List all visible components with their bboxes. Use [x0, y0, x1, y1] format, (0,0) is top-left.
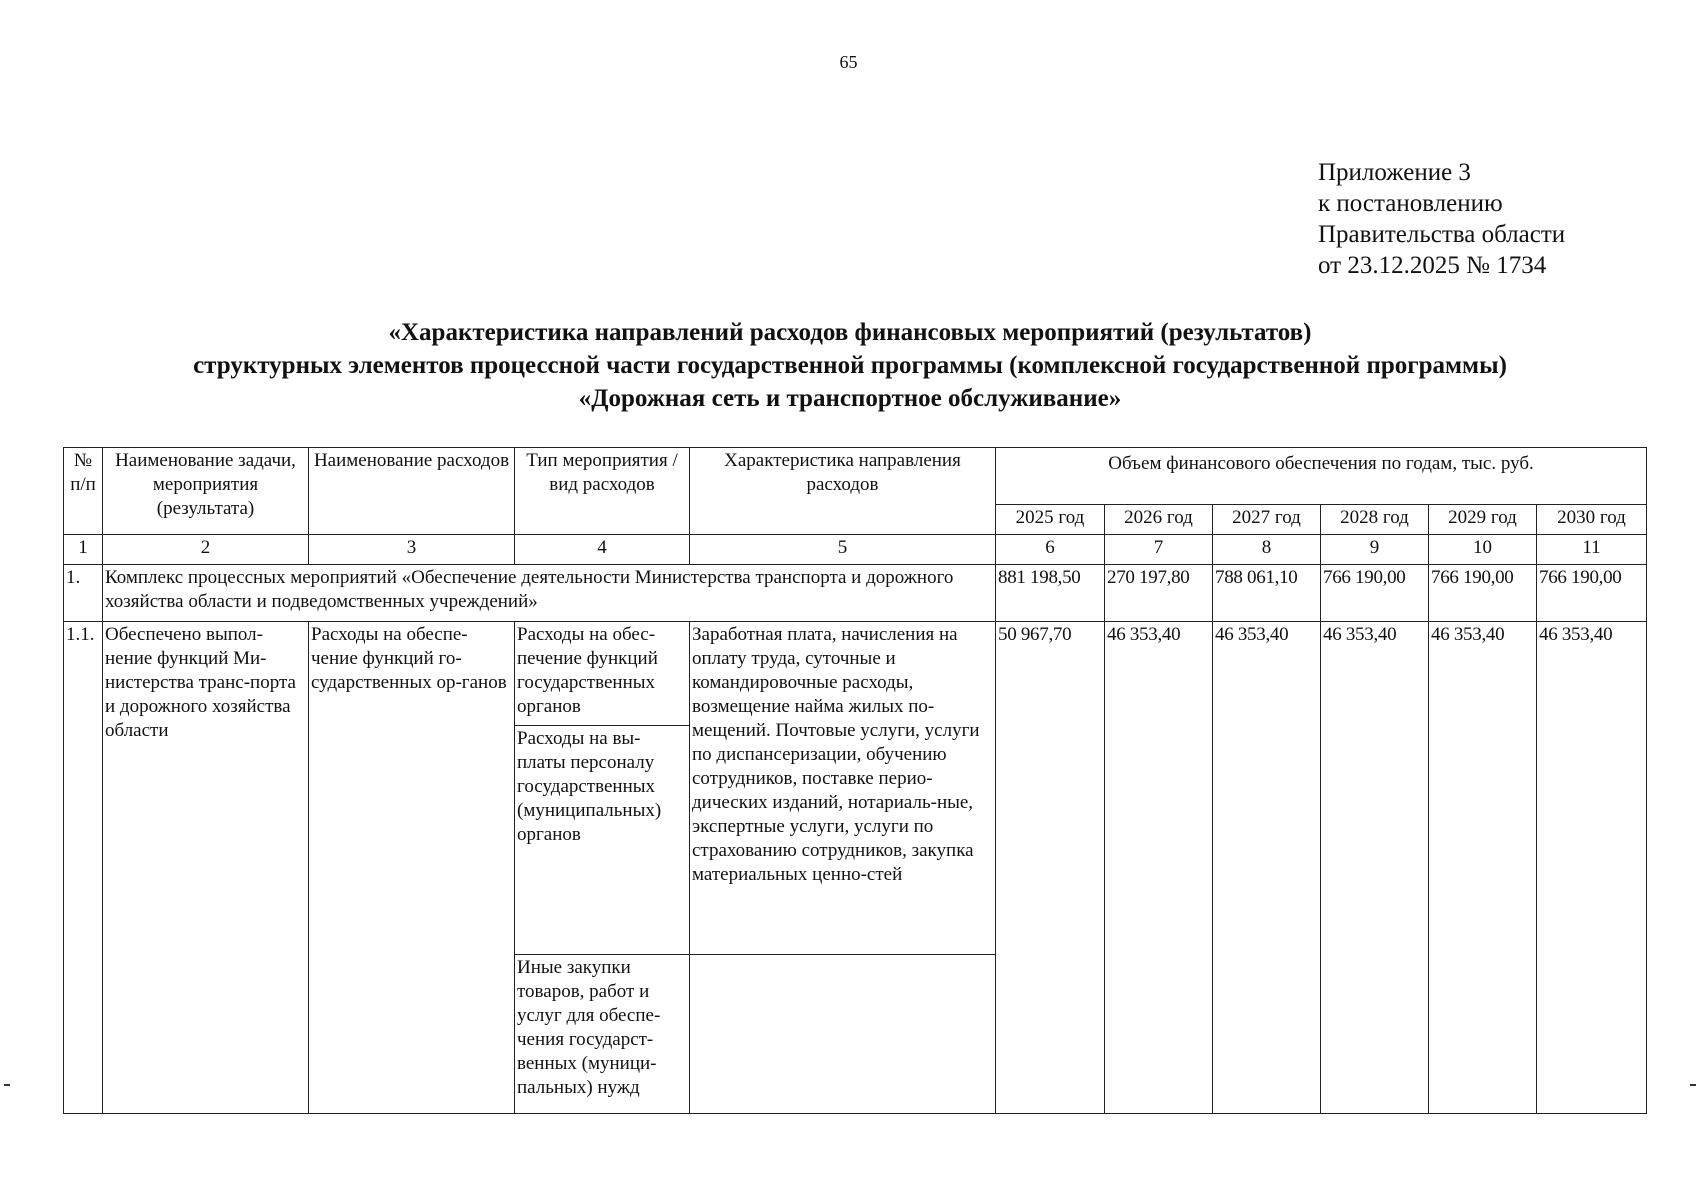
- header-num: № п/п: [64, 448, 103, 535]
- row-number: 1.: [64, 565, 103, 622]
- column-number: 8: [1213, 535, 1321, 565]
- margin-mark: [1690, 1084, 1696, 1086]
- task-name: Обеспечено выпол-нение функций Ми-нистерства транс-порта и дорожного хозяйства области: [103, 622, 309, 1114]
- column-number: 1: [64, 535, 103, 565]
- header-year: 2030 год: [1537, 505, 1647, 535]
- page-number: 65: [839, 52, 858, 72]
- amount-cell: 766 190,00: [1429, 565, 1537, 622]
- column-number: 3: [309, 535, 515, 565]
- header-volume: Объем финансового обеспечения по годам, тыс. руб.: [996, 448, 1647, 505]
- amount-cell: 46 353,40: [1105, 622, 1213, 1114]
- expense-characteristic: Заработная плата, начисления на оплату труда, суточные и командировочные расходы, возмещение найма жилых по-мещений. Почтовые услуги, услуги по диспансеризации, обучению сотрудников, поставке перио-дических изданий, нотариаль-ные, экспертные услуги, услуги по страхованию сотрудников, закупка материальных ценно-стей: [690, 622, 996, 955]
- column-number: 9: [1321, 535, 1429, 565]
- header-year: 2029 год: [1429, 505, 1537, 535]
- amount-cell: 46 353,40: [1321, 622, 1429, 1114]
- header-type: Тип мероприятия / вид расходов: [515, 448, 690, 535]
- complex-description: Комплекс процессных мероприятий «Обеспечение деятельности Министерства транспорта и дорожного хозяйства области и подведомственных учреждений»: [103, 565, 996, 622]
- amount-cell: 46 353,40: [1429, 622, 1537, 1114]
- column-number: 11: [1537, 535, 1647, 565]
- column-number: 6: [996, 535, 1105, 565]
- title-line: «Дорожная сеть и транспортное обслуживание»: [578, 385, 1122, 412]
- table-row: [64, 565, 1647, 622]
- title-line: «Характеристика направлений расходов финансовых мероприятий (результатов): [388, 319, 1312, 346]
- column-number: 5: [690, 535, 996, 565]
- expense-name: Расходы на обеспе-чение функций го-сударственных ор-ганов: [309, 622, 515, 1114]
- title-line: структурных элементов процессной части государственной программы (комплексной государственной программы): [193, 352, 1507, 379]
- amount-cell: 788 061,10: [1213, 565, 1321, 622]
- header-expense-name: Наименование расходов: [309, 448, 515, 535]
- amount-cell: 46 353,40: [1213, 622, 1321, 1114]
- table-row: [64, 622, 1647, 726]
- appendix-block: [1318, 157, 1565, 281]
- header-characteristic: Характеристика направления расходов: [690, 448, 996, 535]
- appendix-line: от 23.12.2025 № 1734: [1318, 252, 1547, 279]
- header-year: 2026 год: [1105, 505, 1213, 535]
- header-year: 2027 год: [1213, 505, 1321, 535]
- expense-characteristic-empty: [690, 955, 996, 1114]
- expense-type: Расходы на обес-печение функций государственных органов: [515, 622, 690, 726]
- expense-type: Расходы на вы-платы персоналу государственных (муниципальных) органов: [515, 726, 690, 955]
- header-year: 2025 год: [996, 505, 1105, 535]
- amount-cell: 270 197,80: [1105, 565, 1213, 622]
- amount-cell: 881 198,50: [996, 565, 1105, 622]
- appendix-line: Приложение 3: [1318, 159, 1471, 186]
- header-year: 2028 год: [1321, 505, 1429, 535]
- column-number: 2: [103, 535, 309, 565]
- amount-cell: 50 967,70: [996, 622, 1105, 1114]
- amount-cell: 46 353,40: [1537, 622, 1647, 1114]
- amount-cell: 766 190,00: [1321, 565, 1429, 622]
- appendix-line: к постановлению: [1318, 190, 1503, 217]
- amount-cell: 766 190,00: [1537, 565, 1647, 622]
- margin-mark: [4, 1084, 10, 1086]
- expense-table: [63, 447, 1647, 1114]
- column-number: 7: [1105, 535, 1213, 565]
- document-title: [80, 316, 1620, 415]
- expense-type: Иные закупки товаров, работ и услуг для обеспе-чения государст-венных (муници-пальных) нужд: [515, 955, 690, 1114]
- row-number: 1.1.: [64, 622, 103, 1114]
- column-number: 10: [1429, 535, 1537, 565]
- appendix-line: Правительства области: [1318, 221, 1566, 248]
- header-task: Наименование задачи, мероприятия (результата): [103, 448, 309, 535]
- column-number: 4: [515, 535, 690, 565]
